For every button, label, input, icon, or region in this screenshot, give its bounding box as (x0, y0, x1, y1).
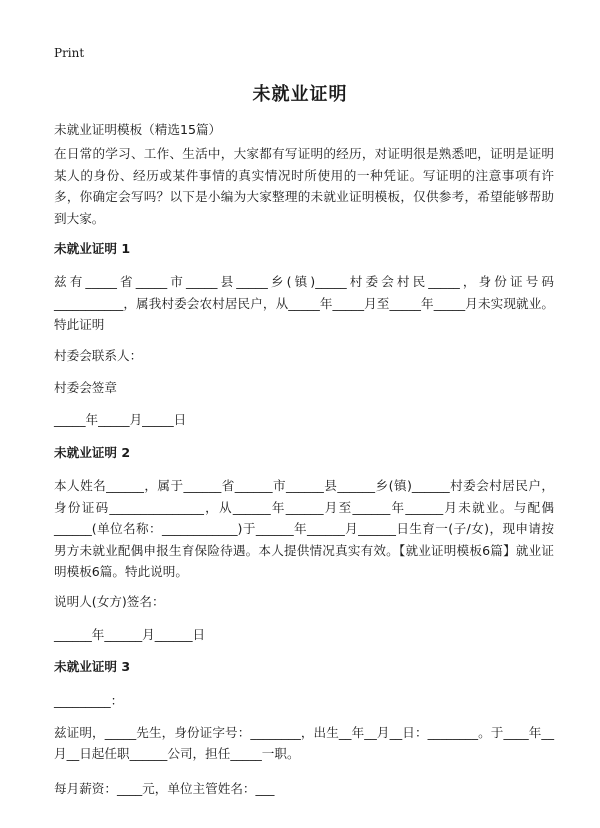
section-3-heading: 未就业证明 3 (54, 659, 131, 675)
document-subtitle: 未就业证明模板（精选15篇） (54, 122, 222, 137)
section-2-heading: 未就业证明 2 (54, 444, 131, 460)
section-3-body: 兹证明，_____先生，身份证字号：________，出生__年__月__日：________。于____年__月__日起任职______公司，担任_____一职。 (54, 724, 554, 762)
section-1-heading: 未就业证明 1 (54, 241, 131, 257)
section-3-salutation: _________： (54, 692, 124, 708)
section-3-salary: 每月薪资：____元，单位主管姓名：___ (54, 780, 275, 796)
section-1-body: 兹有_____省_____市_____县_____乡(镇)_____村委会村民_____，身份证号码___________，属我村委会农村居民户，从_____年_____月至_____年_____月未实现就业。特此证明 (54, 274, 554, 333)
document-title: 未就业证明 (252, 84, 348, 105)
intro-paragraph: 在日常的学习、工作、生活中，大家都有写证明的经历，对证明很是熟悉吧，证明是证明某人的身份、经历或某件事情的真实情况时所使用的一种凭证。写证明的注意事项有许多，你确定会写吗？以下是小编为大家整理的未就业证明模板，仅供参考，希望能够帮助到大家。 (54, 146, 554, 226)
section-1-contact: 村委会联系人： (54, 347, 143, 363)
print-label[interactable]: Print (54, 46, 85, 60)
section-1-seal: 村委会签章 (54, 380, 117, 396)
document-body (54, 119, 554, 810)
section-2-body: 本人姓名______，属于______省______市______县______乡(镇)______村委会村居民户，身份证码_______________，从______年______月至______年______月未就业。与配偶______(单位名称：____________)于______年______月______日生育一(子/女)，现申请按男方未就业配偶申报生育保险待遇。本人提供情况真实有效。【就业证明模板6篇】就业证明模板6篇。特此说明。 (54, 478, 554, 579)
section-2-signature: 说明人(女方)签名： (54, 594, 165, 610)
section-1-date: _____年_____月_____日 (54, 412, 187, 428)
section-2-date: ______年______月______日 (54, 626, 206, 642)
